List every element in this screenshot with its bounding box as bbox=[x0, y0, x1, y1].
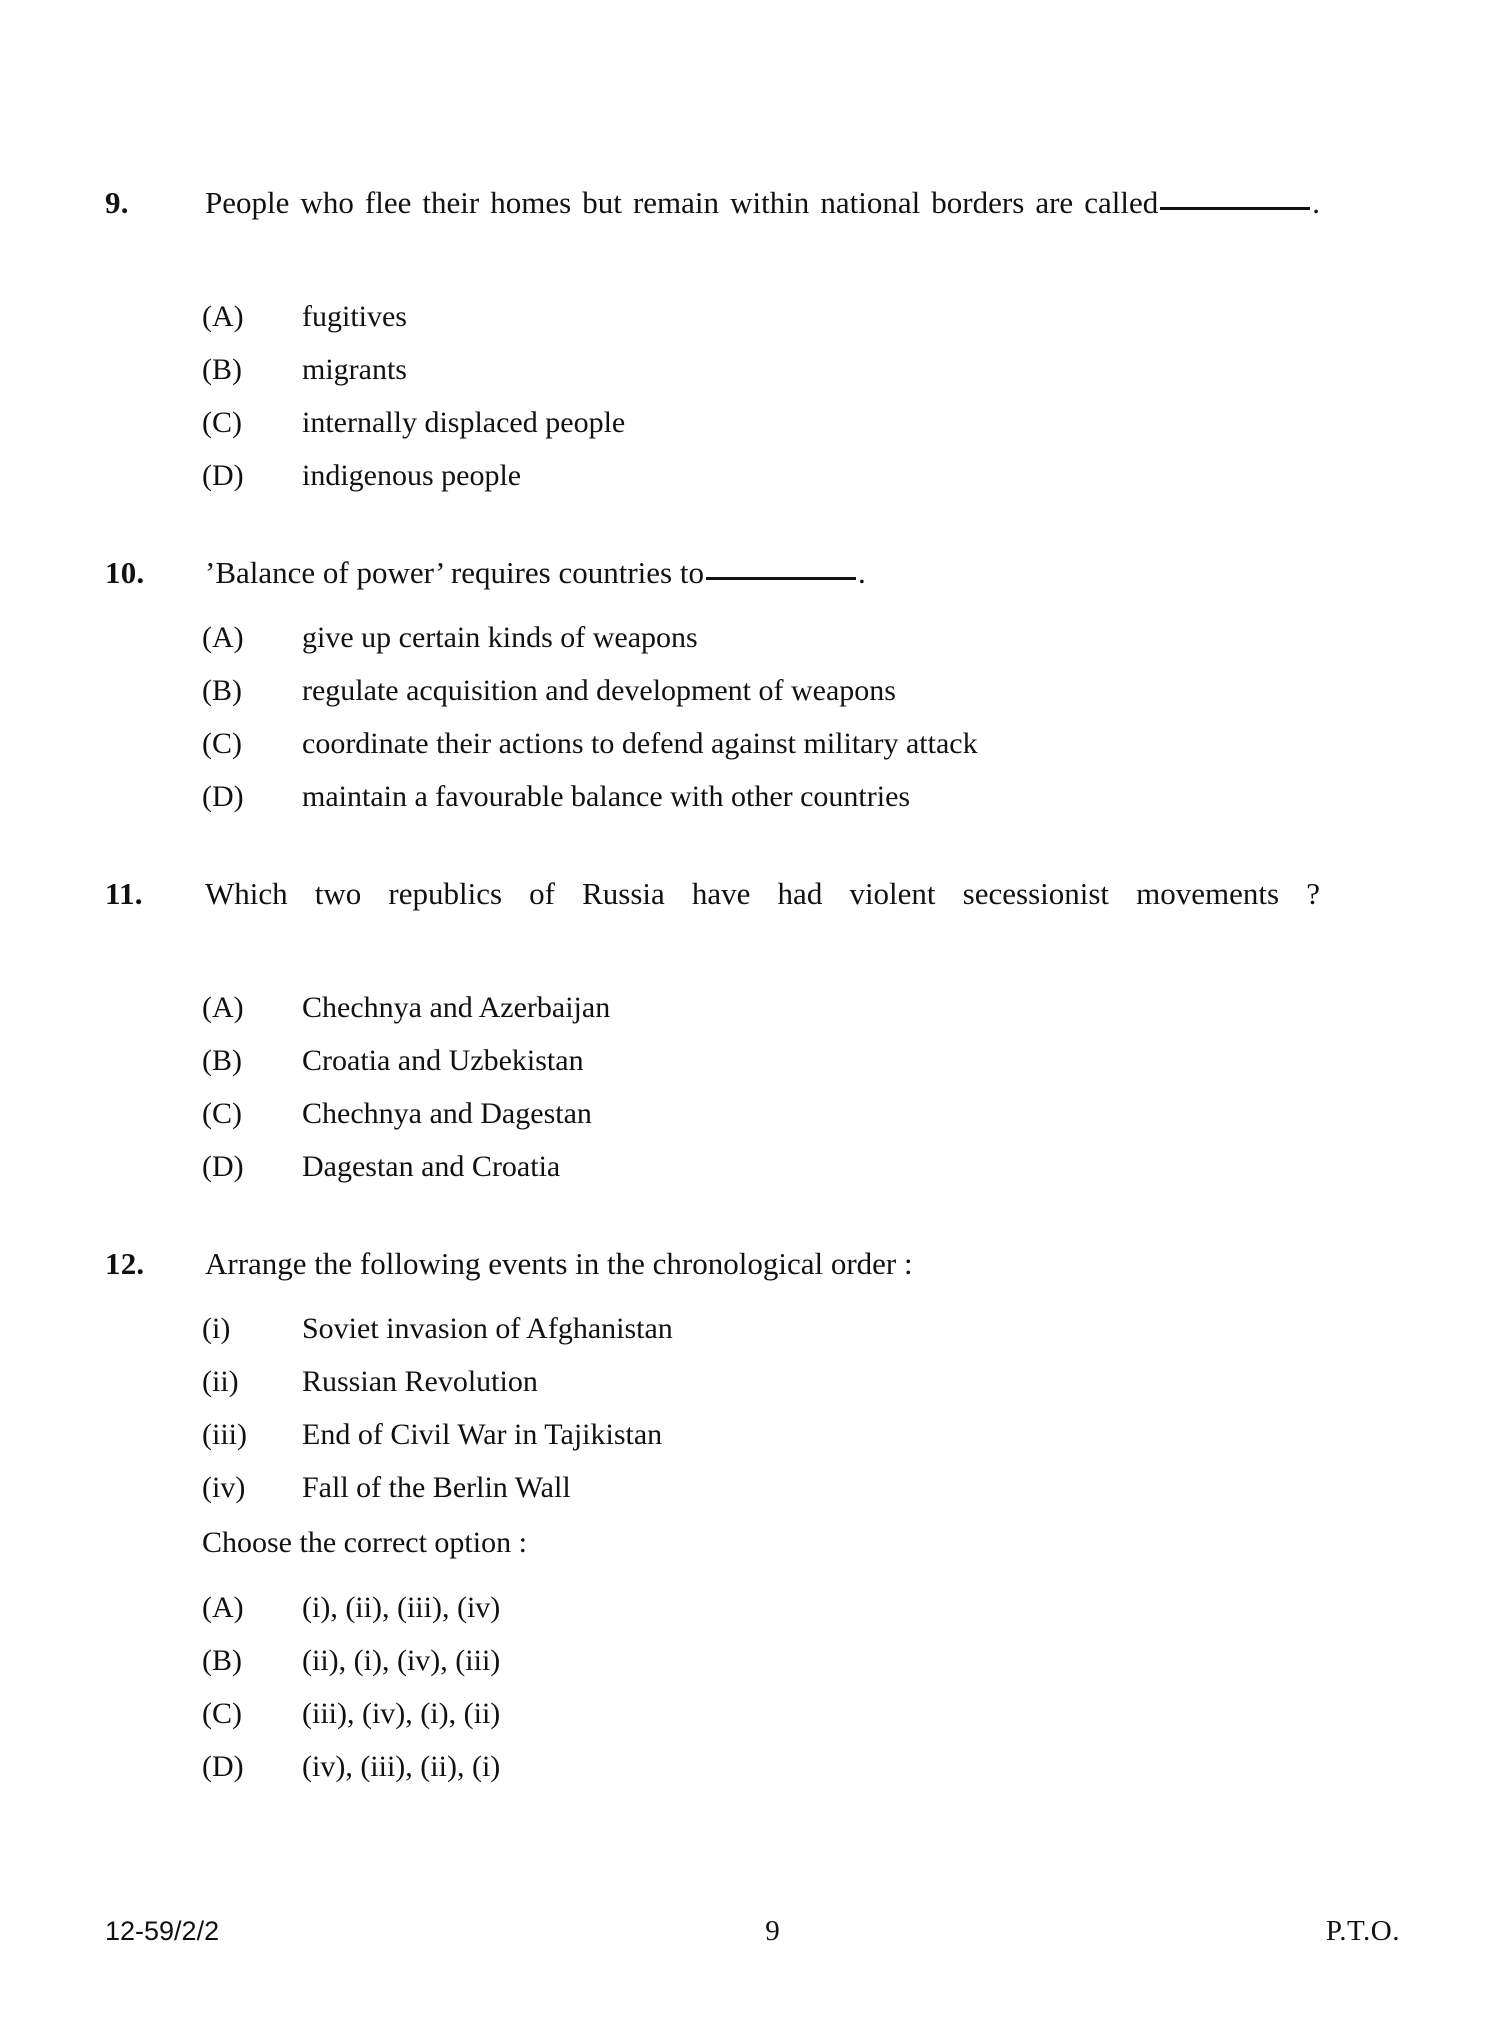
sub-item-row bbox=[105, 1461, 1320, 1514]
option-text: maintain a favourable balance with other countries bbox=[302, 780, 911, 813]
options-12 bbox=[105, 1581, 1320, 1793]
sub-item-label: (iii) bbox=[202, 1418, 247, 1451]
page-number: 9 bbox=[765, 1915, 780, 1947]
option-text: Croatia and Uzbekistan bbox=[302, 1044, 584, 1077]
question-heading-12 bbox=[105, 1239, 1320, 1288]
question-block-10 bbox=[105, 548, 1320, 823]
sub-item-row bbox=[105, 1355, 1320, 1408]
option-label: (B) bbox=[202, 1644, 242, 1677]
question-text-12: Arrange the following events in the chronological order : bbox=[205, 1246, 913, 1281]
option-row[interactable] bbox=[105, 1140, 1320, 1193]
answer-blank-10 bbox=[706, 576, 856, 580]
question-heading-11 bbox=[105, 869, 1320, 967]
option-row[interactable] bbox=[105, 449, 1320, 502]
option-text: internally displaced people bbox=[302, 406, 626, 439]
question-list bbox=[105, 178, 1320, 1839]
question-stem-10: ’Balance of power’ requires countries to bbox=[205, 555, 704, 590]
option-text: migrants bbox=[302, 353, 407, 386]
option-text: (ii), (i), (iv), (iii) bbox=[302, 1644, 501, 1677]
sub-item-text: End of Civil War in Tajikistan bbox=[302, 1418, 663, 1451]
sub-item-label: (ii) bbox=[202, 1365, 239, 1398]
option-text: give up certain kinds of weapons bbox=[302, 621, 698, 654]
option-label: (B) bbox=[202, 1044, 242, 1077]
option-label: (D) bbox=[202, 459, 244, 492]
sub-item-row bbox=[105, 1408, 1320, 1461]
option-label: (D) bbox=[202, 1750, 244, 1783]
sub-item-text: Fall of the Berlin Wall bbox=[302, 1471, 571, 1504]
question-text-9 bbox=[205, 178, 1320, 276]
option-text: (iv), (iii), (ii), (i) bbox=[302, 1750, 501, 1783]
option-text: regulate acquisition and development of weapons bbox=[302, 674, 896, 707]
option-label: (B) bbox=[202, 674, 242, 707]
option-text: fugitives bbox=[302, 300, 407, 333]
turn-over-label: P.T.O. bbox=[1325, 1915, 1400, 1947]
question-number-11: 11. bbox=[105, 876, 143, 911]
option-label: (A) bbox=[202, 621, 244, 654]
option-text: (i), (ii), (iii), (iv) bbox=[302, 1591, 501, 1624]
sub-item-text: Soviet invasion of Afghanistan bbox=[302, 1312, 673, 1345]
option-label: (A) bbox=[202, 991, 244, 1024]
option-text: Dagestan and Croatia bbox=[302, 1150, 561, 1183]
choose-correct-option-label: Choose the correct option : bbox=[202, 1526, 527, 1559]
sub-item-label: (iv) bbox=[202, 1471, 246, 1504]
question-text-10 bbox=[205, 548, 1320, 597]
option-text: Chechnya and Dagestan bbox=[302, 1097, 592, 1130]
option-label: (D) bbox=[202, 1150, 244, 1183]
option-row[interactable] bbox=[105, 396, 1320, 449]
option-row[interactable] bbox=[105, 770, 1320, 823]
question-stem-9: People who flee their homes but remain within national borders are called bbox=[205, 185, 1159, 220]
question-block-9 bbox=[105, 178, 1320, 502]
option-text: coordinate their actions to defend against military attack bbox=[302, 727, 978, 760]
option-row[interactable] bbox=[105, 1581, 1320, 1634]
page-footer bbox=[105, 1915, 1400, 1948]
option-label: (A) bbox=[202, 300, 244, 333]
option-row[interactable] bbox=[105, 1034, 1320, 1087]
option-row[interactable] bbox=[105, 981, 1320, 1034]
sub-item-text: Russian Revolution bbox=[302, 1365, 538, 1398]
options-11 bbox=[105, 981, 1320, 1193]
option-text: indigenous people bbox=[302, 459, 522, 492]
question-block-12 bbox=[105, 1239, 1320, 1793]
option-label: (C) bbox=[202, 1097, 242, 1130]
option-row[interactable] bbox=[105, 1687, 1320, 1740]
sub-item-label: (i) bbox=[202, 1312, 231, 1345]
answer-blank-9 bbox=[1160, 206, 1310, 210]
option-label: (C) bbox=[202, 727, 242, 760]
option-text: (iii), (iv), (i), (ii) bbox=[302, 1697, 501, 1730]
question-number-9: 9. bbox=[105, 185, 129, 220]
option-row[interactable] bbox=[105, 717, 1320, 770]
option-row[interactable] bbox=[105, 611, 1320, 664]
options-10 bbox=[105, 611, 1320, 823]
option-row[interactable] bbox=[105, 1740, 1320, 1793]
option-row[interactable] bbox=[105, 343, 1320, 396]
option-label: (C) bbox=[202, 406, 242, 439]
option-label: (D) bbox=[202, 780, 244, 813]
option-label: (C) bbox=[202, 1697, 242, 1730]
option-label: (A) bbox=[202, 1591, 244, 1624]
option-row[interactable] bbox=[105, 1087, 1320, 1140]
question-text-11: Which two republics of Russia have had violent secessionist movements ? bbox=[205, 876, 1320, 911]
question-number-12: 12. bbox=[105, 1246, 145, 1281]
question-number-10: 10. bbox=[105, 555, 145, 590]
options-9 bbox=[105, 290, 1320, 502]
option-label: (B) bbox=[202, 353, 242, 386]
option-row[interactable] bbox=[105, 1634, 1320, 1687]
option-text: Chechnya and Azerbaijan bbox=[302, 991, 611, 1024]
question-block-11 bbox=[105, 869, 1320, 1193]
option-row[interactable] bbox=[105, 290, 1320, 343]
question-stem-tail-10: . bbox=[857, 555, 866, 590]
question-heading-10 bbox=[105, 548, 1320, 597]
question-heading-9 bbox=[105, 178, 1320, 276]
sub-items-12 bbox=[105, 1302, 1320, 1514]
paper-code: 12-59/2/2 bbox=[105, 1916, 220, 1946]
sub-item-row bbox=[105, 1302, 1320, 1355]
option-row[interactable] bbox=[105, 664, 1320, 717]
question-stem-tail-9: . bbox=[1312, 185, 1320, 220]
